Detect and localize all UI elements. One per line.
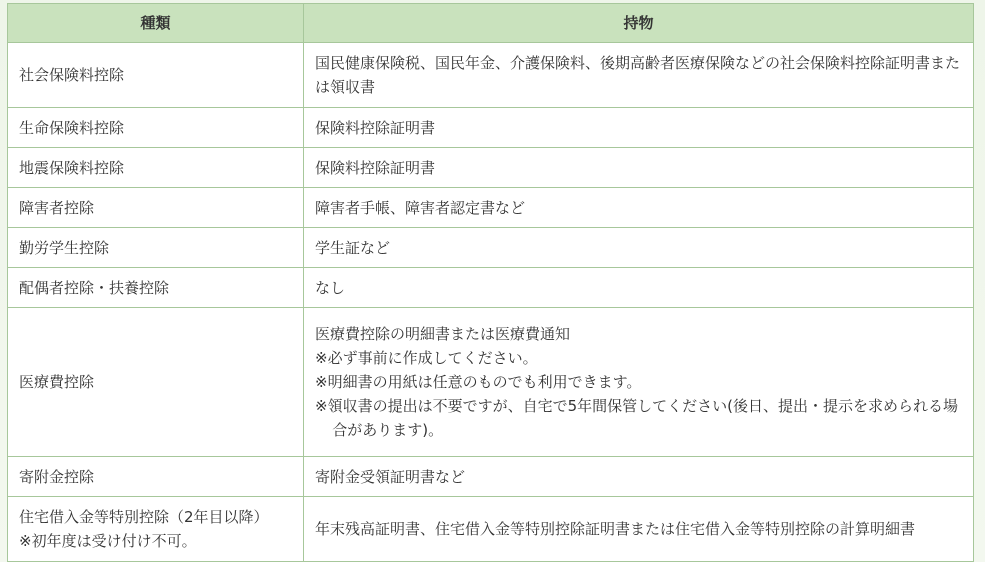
required-items-cell: [304, 308, 974, 457]
deduction-type-label: 地震保険料控除: [19, 158, 125, 177]
deduction-type-cell: [8, 148, 304, 188]
table-row: [8, 148, 974, 188]
required-items-text: なし: [315, 278, 346, 297]
required-items-cell: [304, 148, 974, 188]
column-header-type: 種類: [8, 4, 304, 43]
note-text: ※領収書の提出は不要ですが、自宅で5年間保管してください(後日、提出・提示を求められる場合があります)。: [315, 397, 958, 439]
required-items-text: 障害者手帳、障害者認定書など: [315, 198, 526, 217]
required-items-text: 保険料控除証明書: [315, 158, 436, 177]
table-row: [8, 188, 974, 228]
table-row: [8, 268, 974, 308]
deduction-type-label: 医療費控除: [19, 373, 95, 391]
note-text: ※必ず事前に作成してください。: [315, 349, 538, 367]
deduction-type-cell: [8, 43, 304, 108]
deduction-type-cell: [8, 108, 304, 148]
table-row: [8, 497, 974, 562]
table-row: [8, 43, 974, 108]
required-items-cell: [304, 228, 974, 268]
table-row: [8, 108, 974, 148]
required-items-cell: [304, 268, 974, 308]
deduction-type-cell: [8, 457, 304, 497]
required-items-text: 寄附金受領証明書など: [315, 467, 466, 486]
required-items-cell: [304, 457, 974, 497]
required-items-cell: [304, 188, 974, 228]
deduction-type-cell: [8, 497, 304, 562]
deduction-type-cell: [8, 228, 304, 268]
table-row: [8, 457, 974, 497]
required-items-text: 保険料控除証明書: [315, 118, 436, 137]
column-header-items: 持物: [304, 4, 974, 43]
deduction-type-label: 寄附金控除: [19, 467, 95, 486]
required-items-cell: [304, 108, 974, 148]
required-items-cell: [304, 43, 974, 108]
required-items-cell: [304, 497, 974, 562]
deduction-type-label: 住宅借入金等特別控除（2年目以降）: [19, 508, 269, 526]
deduction-type-cell: [8, 268, 304, 308]
deduction-type-label: 勤労学生控除: [19, 238, 110, 257]
required-items-text: 年末残高証明書、住宅借入金等特別控除証明書または住宅借入金等特別控除の計算明細書: [315, 520, 916, 538]
deduction-type-label: 社会保険料控除: [19, 66, 125, 84]
table-row: [8, 308, 974, 457]
deduction-type-cell: [8, 308, 304, 457]
deduction-type-cell: [8, 188, 304, 228]
deduction-type-label: 生命保険料控除: [19, 118, 125, 137]
deduction-type-label: 障害者控除: [19, 198, 95, 217]
required-items-text: 医療費控除の明細書または医療費通知: [315, 325, 571, 343]
required-items-text: 学生証など: [315, 238, 391, 257]
note-text: ※明細書の用紙は任意のものでも利用できます。: [315, 373, 642, 391]
required-items-text: 国民健康保険税、国民年金、介護保険料、後期高齢者医療保険などの社会保険料控除証明書または領収書: [315, 54, 961, 96]
deduction-documents-table: [7, 3, 974, 562]
deduction-type-label: 配偶者控除・扶養控除: [19, 278, 170, 297]
table-header-row: [8, 4, 974, 43]
deduction-type-note: ※初年度は受け付け不可。: [19, 532, 197, 550]
table-row: [8, 228, 974, 268]
